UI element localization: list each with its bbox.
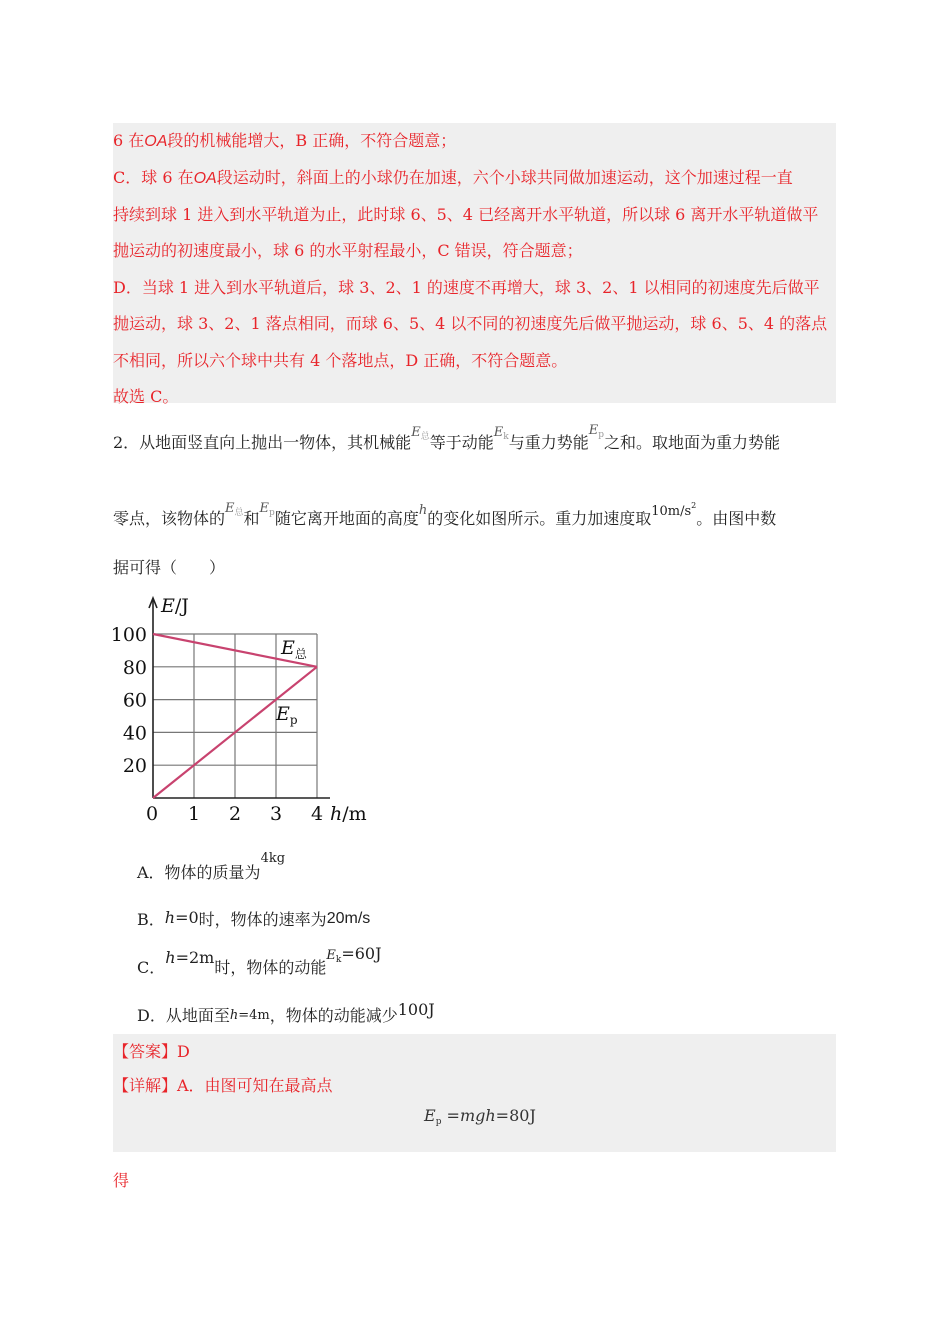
condition: =0 <box>175 908 199 927</box>
solution-line-2 <box>113 165 793 188</box>
symbol-mgh: mgh <box>459 1106 496 1125</box>
y-tick-label: 100 <box>110 624 147 646</box>
solution-line-6: 抛运动，球 3、2、1 落点相同，而球 6、5、4 以不同的初速度先后做平抛运动，球 6、5、4 的落点 <box>113 314 828 333</box>
subscript: p <box>598 430 604 440</box>
text: 段运动时，斜面上的小球仍在加速，六个小球共同做加速运动，这个加速过程一直 <box>216 168 793 187</box>
option-d-value: 100J <box>397 1000 435 1019</box>
question-line-3: 据可得（ ） <box>113 558 226 577</box>
option-a-label: A．物体的质量为 <box>137 863 261 882</box>
text: 与重力势能 <box>508 433 589 452</box>
answer-line: 【答案】D <box>113 1042 190 1061</box>
question-line-1 <box>113 423 780 454</box>
next-word: 得 <box>113 1171 130 1190</box>
symbol-E: E <box>411 425 421 440</box>
symbol-E: E <box>588 423 599 438</box>
solution-line-5: D．当球 1 进入到水平轨道后，球 3、2、1 的速度不再增大，球 3、2、1 以相同的初速度先后做平 <box>113 278 820 297</box>
condition: =4m <box>238 1008 270 1023</box>
exponent: 2 <box>691 501 697 510</box>
symbol-E: E <box>259 501 270 516</box>
segment-label: OA <box>193 170 217 187</box>
subscript: 总 <box>234 508 244 518</box>
y-axis-title: E/J <box>161 595 189 617</box>
text: 时，物体的动能 <box>214 958 327 977</box>
x-tick-label: 1 <box>187 803 201 825</box>
solution-line-3: 持续到球 1 进入到水平轨道为止，此时球 6、5、4 已经离开水平轨道，所以球 6 离开水平轨道做平 <box>113 205 819 224</box>
symbol-h: h <box>229 1008 239 1023</box>
text: 段的机械能增大，B 正确，不符合题意； <box>167 131 457 150</box>
y-tick-label: 20 <box>122 755 147 778</box>
option-b-value: 20m/s <box>326 910 371 927</box>
text: 6 在 <box>113 131 145 150</box>
x-axis-title: h/m <box>330 803 367 825</box>
text: 等于动能 <box>429 433 494 452</box>
symbol-E: E <box>424 1106 436 1125</box>
solution-line-7: 不相同，所以六个球中共有 4 个落地点，D 正确，不符合题意。 <box>113 351 568 370</box>
series-label-potential: $E_p$ <box>276 703 298 727</box>
solution-conclusion: 故选 C。 <box>113 387 179 406</box>
y-tick-label: 80 <box>122 656 147 679</box>
text: 的变化如图所示。重力加速度取 <box>427 509 652 528</box>
solution-line-1 <box>113 128 456 151</box>
subscript: k <box>335 955 342 965</box>
option-a-value: 4kg <box>260 851 286 866</box>
subscript: p <box>269 508 275 518</box>
chart-axes <box>149 598 330 798</box>
energy-height-chart <box>108 590 378 830</box>
series-label-total: $E_总$ <box>281 637 307 661</box>
formula-value: =80J <box>495 1106 536 1125</box>
subscript: p <box>435 1117 442 1127</box>
solution-line-4: 抛运动的初速度最小，球 6 的水平射程最小，C 错误，符合题意； <box>113 241 583 260</box>
option-d[interactable] <box>137 1000 435 1026</box>
question-line-2 <box>113 501 777 530</box>
symbol-h: h <box>164 908 176 927</box>
text: 2．从地面竖直向上抛出一物体，其机械能 <box>113 433 412 452</box>
text: ，物体的动能减少 <box>269 1006 398 1025</box>
segment-label: OA <box>144 133 168 150</box>
option-b-label: B． <box>137 910 165 929</box>
symbol-E: E <box>326 948 336 963</box>
symbol-E: E <box>493 425 504 440</box>
condition: =2m <box>175 948 215 967</box>
y-tick-label: 40 <box>122 722 147 745</box>
symbol-h: h <box>418 503 428 518</box>
option-d-label: D．从地面至 <box>137 1006 230 1025</box>
equals: = <box>446 1106 460 1125</box>
gravity-value: 10m/s <box>651 504 692 519</box>
x-tick-label: 3 <box>269 803 283 825</box>
formula-ep <box>424 1106 536 1127</box>
symbol-E: E <box>225 501 235 516</box>
text: 。由图中数 <box>696 509 777 528</box>
text: 之和。取地面为重力势能 <box>603 433 780 452</box>
text: 和 <box>243 509 260 528</box>
option-c-label: C． <box>137 958 166 977</box>
text: 时，物体的速率为 <box>198 910 327 929</box>
detail-line: 【详解】A．由图可知在最高点 <box>113 1076 333 1095</box>
option-c-value: =60J <box>341 944 382 963</box>
option-b[interactable] <box>137 907 370 930</box>
x-tick-label: 0 <box>145 803 159 825</box>
y-tick-label: 60 <box>122 689 147 712</box>
subscript: k <box>503 432 509 442</box>
text: 随它离开地面的高度 <box>274 509 419 528</box>
option-c[interactable] <box>137 944 382 979</box>
subscript: 总 <box>420 432 430 442</box>
symbol-h: h <box>165 948 176 967</box>
x-tick-label: 2 <box>228 803 242 825</box>
text: C．球 6 在 <box>113 168 194 187</box>
x-tick-label: 4 <box>310 803 324 825</box>
text: 零点，该物体的 <box>113 509 226 528</box>
option-a[interactable] <box>137 851 286 883</box>
